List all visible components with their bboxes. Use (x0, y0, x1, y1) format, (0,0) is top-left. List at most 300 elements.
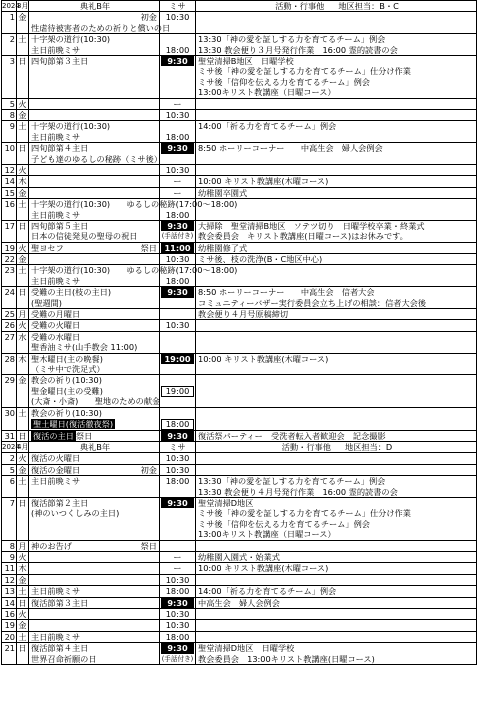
liturgy-rank (157, 221, 159, 231)
liturgy-rank (157, 375, 159, 385)
mass-time-cell (160, 541, 196, 551)
liturgy-rank (157, 276, 159, 286)
weekday: 火 (17, 453, 29, 463)
header-mass: ミサ (160, 1, 196, 11)
day-number: 2 (2, 453, 17, 463)
activity-line (198, 132, 476, 142)
liturgy-cell (29, 265, 238, 286)
day-number: 21 (2, 643, 17, 664)
mass-time: 10:30 (165, 574, 190, 585)
activity-line: 13:30 教会便り３月号発行作業 16:00 霊的読書の会 (198, 44, 398, 55)
mass-time: 10:30 (165, 453, 190, 464)
liturgy-line (31, 408, 159, 418)
day-number: 14 (2, 176, 17, 186)
activity-line (198, 99, 476, 109)
activity-line: 13:30「神の愛を証しする力を育てるチーム」例会 (198, 34, 386, 45)
activity-cell (196, 176, 476, 186)
liturgy-rank (157, 287, 159, 297)
liturgy-cell (29, 34, 160, 55)
weekday: 金 (17, 465, 29, 475)
liturgy-text: 世界召命祈願の日 (31, 653, 97, 664)
liturgy-text: 四旬節第４主日 (31, 143, 89, 154)
liturgy-rank (157, 364, 159, 374)
activity-cell (196, 320, 476, 330)
mass-time: ー (173, 563, 182, 574)
liturgy-line (31, 541, 159, 551)
liturgy-line (31, 419, 159, 429)
liturgy-line (31, 243, 159, 253)
activity-line (198, 332, 476, 342)
liturgy-rank (115, 419, 117, 429)
day-row (1, 287, 477, 309)
liturgy-cell (29, 609, 160, 619)
activity-line: 10:00 キリスト教講座(木曜コース) (198, 176, 329, 187)
liturgy-rank: 祭日 (140, 242, 157, 253)
liturgy-line (31, 519, 159, 529)
liturgy-line (31, 22, 171, 33)
day-number: 2 (2, 34, 17, 55)
liturgy-line (31, 66, 159, 76)
liturgy-line (31, 87, 159, 97)
liturgy-line (31, 396, 159, 406)
liturgy-text (31, 254, 157, 264)
activity-cell (196, 375, 476, 407)
liturgy-cell (29, 498, 160, 540)
liturgy-text (31, 188, 157, 198)
mass-time: 9:30 (161, 431, 194, 441)
day-number: 25 (2, 309, 17, 319)
liturgy-line (31, 364, 159, 374)
mass-time-cell (160, 12, 196, 33)
activity-line (198, 419, 476, 429)
weekday: 火 (17, 609, 29, 619)
area-label: 地区担当：B・C (338, 1, 399, 11)
activity-cell (196, 56, 476, 98)
liturgy-line (31, 598, 159, 608)
liturgy-text: 聖金曜日(主の受難) (31, 385, 103, 396)
liturgy-rank (157, 188, 159, 198)
mass-time (161, 154, 194, 164)
liturgy-cell (29, 199, 238, 220)
liturgy-rank (157, 210, 159, 220)
day-row (1, 476, 477, 498)
activity-cell (196, 552, 476, 562)
day-number: 16 (2, 609, 17, 619)
liturgy-text: 四旬節第３主日 (31, 55, 89, 66)
weekday: 日 (17, 56, 29, 98)
mass-time (161, 309, 194, 319)
weekday: 土 (17, 265, 29, 286)
liturgy-text: 十字架の道行(10:30) ゆるしの秘跡(17:00～18:00) (31, 199, 238, 210)
mass-time (161, 529, 194, 539)
mass-time (161, 121, 194, 131)
activity-cell (196, 643, 476, 664)
activity-cell (196, 476, 476, 497)
liturgy-line (31, 465, 159, 475)
liturgy-line (31, 254, 159, 264)
activity-cell (196, 34, 476, 55)
activity-cell (196, 465, 476, 475)
day-number: 15 (2, 188, 17, 198)
liturgy-line (31, 476, 159, 486)
liturgy-line (31, 265, 238, 276)
liturgy-cell (29, 632, 160, 642)
liturgy-rank (157, 87, 159, 97)
liturgy-text (31, 110, 157, 120)
liturgy-text (31, 176, 157, 186)
weekday: 金 (17, 375, 29, 407)
weekday: 土 (17, 199, 29, 220)
day-number: 13 (2, 586, 17, 596)
mass-time: ー (173, 187, 182, 198)
activity-line: 中高生会 婦人会例会 (198, 597, 280, 608)
day-row (1, 320, 477, 331)
mass-time: 10:30 (165, 608, 190, 619)
mass-time-cell (160, 121, 196, 142)
mass-time-cell (160, 354, 196, 375)
liturgy-rank (157, 77, 159, 87)
activity-cell (196, 165, 476, 175)
activity-line: 教会委員会 13:00キリスト教講座(日曜コース) (198, 653, 375, 664)
liturgy-line (31, 34, 159, 44)
liturgy-rank (157, 643, 159, 653)
day-number: 30 (2, 408, 17, 429)
day-row (1, 620, 477, 631)
mass-time: 10:30 (165, 12, 190, 23)
day-row (1, 632, 477, 643)
liturgy-cell (29, 375, 160, 407)
liturgy-rank (157, 298, 159, 308)
weekday: 火 (17, 99, 29, 109)
day-row (1, 332, 477, 354)
day-number: 8 (2, 110, 17, 120)
liturgy-text: 受難の水曜日 (31, 331, 81, 342)
day-row (1, 56, 477, 99)
liturgy-rank (157, 508, 159, 518)
liturgy-rank (157, 386, 159, 396)
liturgy-text: 十字架の道行(10:30) (31, 34, 111, 45)
activity-cell (196, 620, 476, 630)
activity-label: 活動・行事他 (281, 442, 331, 452)
weekday: 金 (17, 110, 29, 120)
liturgy-rank (157, 121, 159, 131)
liturgy-rank (157, 620, 159, 630)
mass-time: (手話付き) (161, 232, 194, 241)
activity-line: 13:00キリスト教講座（日曜コース） (198, 529, 336, 540)
liturgy-text: 受難の主日(枝の主日) (31, 287, 112, 298)
header-month: 4月 (17, 443, 29, 451)
liturgy-line (31, 386, 159, 396)
day-number: 27 (2, 332, 17, 353)
day-number: 14 (2, 598, 17, 608)
mass-time (161, 397, 194, 407)
liturgy-line (31, 231, 159, 241)
activity-cell (196, 453, 476, 463)
liturgy-text: 復活の金曜日 (31, 464, 81, 475)
mass-time-cell (160, 620, 196, 630)
liturgy-rank (157, 575, 159, 585)
mass-time (161, 487, 194, 497)
weekday: 火 (17, 552, 29, 562)
weekday: 木 (17, 354, 29, 375)
liturgy-line (31, 643, 159, 653)
liturgy-cell (29, 465, 160, 475)
liturgy-cell (29, 143, 163, 164)
liturgy-rank (157, 408, 159, 418)
mass-time-cell (160, 199, 196, 220)
mass-time-cell (160, 243, 196, 253)
liturgy-rank (157, 132, 159, 142)
liturgy-rank (157, 519, 159, 529)
day-row (1, 188, 477, 199)
liturgy-text: 子ども達のゆるしの秘跡（ミサ後） (31, 153, 163, 164)
liturgy-line (31, 287, 159, 297)
mass-time (161, 332, 194, 342)
liturgy-line (31, 309, 159, 319)
liturgy-text: 復活節第３主日 (31, 597, 89, 608)
liturgy-line (31, 276, 159, 286)
activity-line: 8:50 ホーリーコーナー 中高生会 婦人会例会 (198, 143, 383, 154)
activity-cell (196, 199, 476, 220)
liturgy-rank (157, 332, 159, 342)
liturgy-rank: 初金 (140, 464, 157, 475)
liturgy-rank (157, 143, 159, 153)
day-row (1, 243, 477, 254)
weekday: 土 (17, 34, 29, 55)
mass-time: 18:00 (165, 275, 190, 286)
weekday: 土 (17, 476, 29, 497)
activity-cell (196, 609, 476, 619)
activity-line: 大掃除 聖堂清掃B地区 ソテツ切り 日曜学校卒業・終業式 (198, 220, 425, 231)
schedule-table (1, 0, 477, 665)
activity-line: 聖堂清掃B地区 日曜学校 (198, 55, 294, 66)
activity-cell (196, 188, 476, 198)
mass-time-cell (160, 476, 196, 497)
mass-time (161, 66, 194, 76)
mass-time-cell (160, 375, 196, 407)
activity-line (198, 110, 476, 120)
activity-line (198, 265, 476, 275)
activity-line: 幼稚園入園式・始業式 (198, 551, 280, 562)
liturgy-line (31, 110, 159, 120)
liturgy-text: 聖ヨセフ (31, 242, 64, 253)
liturgy-cell (29, 476, 160, 497)
weekday: 土 (17, 586, 29, 596)
liturgy-rank (157, 66, 159, 76)
day-number: 7 (2, 498, 17, 540)
liturgy-text: 復活の主日 (33, 430, 74, 441)
activity-line (198, 276, 476, 286)
mass-time-cell (160, 265, 196, 286)
liturgy-text: 性虐待被害者のための祈りと償いの日 (31, 22, 171, 33)
day-row (1, 552, 477, 563)
liturgy-rank (157, 309, 159, 319)
mass-time-cell (160, 332, 196, 353)
liturgy-text: (聖週間) (31, 297, 62, 308)
activity-label: 活動・行事他 (275, 1, 325, 11)
weekday: 日 (17, 221, 29, 242)
liturgy-text: 神のお告げ (31, 540, 72, 551)
mass-time (161, 541, 194, 551)
activity-line (198, 453, 476, 463)
day-number: 17 (2, 221, 17, 242)
mass-time: 10:30 (165, 620, 190, 631)
mass-time (161, 519, 194, 529)
activity-cell (196, 243, 476, 253)
liturgy-text: 主日前晩ミサ (31, 209, 81, 220)
activity-line: ミサ後「神の愛を証しする力を育てるチーム」仕分け作業 (198, 508, 411, 519)
liturgy-cell (29, 165, 160, 175)
weekday: 月 (17, 541, 29, 551)
weekday: 日 (17, 498, 29, 540)
liturgy-text (31, 563, 157, 573)
day-number: 6 (2, 476, 17, 497)
activity-line (198, 396, 476, 406)
weekday: 金 (17, 12, 29, 33)
liturgy-rank (157, 453, 159, 463)
header-liturgy: 典礼B年 (29, 442, 160, 452)
day-row (1, 375, 477, 408)
liturgy-line (31, 298, 159, 308)
liturgy-text: 教会の祈り(10:30) (31, 375, 102, 386)
liturgy-text (31, 620, 157, 630)
liturgy-rank (157, 176, 159, 186)
mass-time (161, 34, 194, 44)
activity-cell (196, 498, 476, 540)
month-header-row (1, 442, 477, 453)
weekday: 火 (17, 320, 29, 330)
mass-time (161, 199, 194, 209)
liturgy-rank (157, 342, 159, 352)
liturgy-rank: 初金 (140, 12, 157, 23)
activity-line (198, 465, 476, 475)
mass-time: 18:00 (165, 586, 190, 597)
mass-time: 9:30 (161, 498, 194, 508)
liturgy-line (31, 609, 159, 619)
liturgy-line (31, 342, 159, 352)
liturgy-cell (29, 552, 160, 562)
activity-line (198, 165, 476, 175)
mass-time-cell (160, 552, 196, 562)
day-number: 19 (2, 620, 17, 630)
liturgy-cell (29, 541, 160, 551)
liturgy-text: 主日前晩ミサ (31, 275, 81, 286)
liturgy-text (31, 99, 157, 109)
liturgy-cell (29, 110, 160, 120)
liturgy-cell (29, 598, 160, 608)
day-number: 11 (2, 563, 17, 573)
liturgy-line (31, 221, 159, 231)
day-row (1, 254, 477, 265)
liturgy-line (31, 165, 159, 175)
header-mass: ミサ (160, 442, 196, 452)
day-row (1, 110, 477, 121)
header-month: 3月 (17, 2, 29, 10)
activity-line (198, 320, 476, 330)
mass-time: 10:30 (165, 464, 190, 475)
weekday: 水 (17, 332, 29, 353)
activity-line: 聖堂清掃D地区 (198, 497, 254, 508)
mass-time (161, 77, 194, 87)
liturgy-line (31, 632, 159, 642)
weekday: 日 (17, 643, 29, 664)
liturgy-text: 日本の信徒発見の聖母の祝日 (31, 231, 138, 242)
liturgy-cell (29, 320, 160, 330)
liturgy-line (31, 575, 159, 585)
liturgy-line (31, 77, 159, 87)
activity-line (198, 12, 476, 22)
liturgy-cell (29, 99, 160, 109)
mass-time-cell (160, 165, 196, 175)
liturgy-line (31, 45, 159, 55)
liturgy-line (31, 563, 159, 573)
mass-time-cell (160, 309, 196, 319)
mass-time: 9:30 (161, 643, 194, 653)
liturgy-text: 教会の祈り(10:30) (31, 408, 102, 419)
activity-line (198, 386, 476, 396)
activity-cell (196, 431, 476, 441)
liturgy-text: 主日前晩ミサ (31, 44, 81, 55)
day-row (1, 12, 477, 34)
liturgy-line (31, 620, 159, 630)
mass-time: 10:30 (165, 320, 190, 331)
liturgy-text: 復活の火曜日 (31, 453, 81, 464)
weekday: 日 (17, 287, 29, 308)
activity-line (198, 632, 476, 642)
mass-time-cell (160, 632, 196, 642)
activity-line: 教会委員会 キリスト教講座(日曜コース)はお休みです。 (198, 231, 408, 242)
weekday: 日 (17, 143, 29, 164)
activity-cell (196, 575, 476, 585)
liturgy-rank (157, 165, 159, 175)
activity-cell (196, 143, 476, 164)
liturgy-line (31, 12, 159, 22)
activity-line (198, 364, 476, 374)
weekday: 火 (17, 165, 29, 175)
mass-time-cell (160, 34, 196, 55)
day-row (1, 199, 477, 221)
liturgy-line (31, 153, 163, 164)
mass-time: 9:30 (161, 143, 194, 153)
activity-line: 復活祭パーティー 受洗者転入者歓迎会 記念撮影 (198, 430, 386, 441)
liturgy-line (31, 586, 159, 596)
day-row (1, 598, 477, 609)
liturgy-text: 十字架の道行(10:30) ゆるしの秘跡(17:00～18:00) (31, 265, 238, 276)
mass-time-cell (160, 188, 196, 198)
activity-cell (196, 309, 476, 319)
liturgy-text: (神のいつくしみの主日) (31, 508, 120, 519)
liturgy-text: 主日前晩ミサ (31, 476, 81, 487)
header-year: 2024 (2, 443, 20, 451)
mass-time-cell (160, 498, 196, 540)
activity-cell (196, 110, 476, 120)
day-row (1, 465, 477, 476)
day-number: 20 (2, 632, 17, 642)
activity-line: ミサ後「信仰を伝える力を育てるチーム」例会 (198, 76, 370, 87)
liturgy-cell (29, 408, 160, 429)
liturgy-text (31, 529, 157, 539)
liturgy-cell (29, 453, 160, 463)
day-row (1, 563, 477, 574)
liturgy-text (31, 575, 157, 585)
activity-line: 13:30 教会便り４月号発行作業 16:00 霊的読書の会 (198, 486, 398, 497)
liturgy-rank (157, 476, 159, 486)
liturgy-rank (157, 498, 159, 508)
day-number: 23 (2, 265, 17, 286)
liturgy-cell (29, 586, 160, 596)
liturgy-cell (29, 309, 160, 319)
day-number: 26 (2, 320, 17, 330)
